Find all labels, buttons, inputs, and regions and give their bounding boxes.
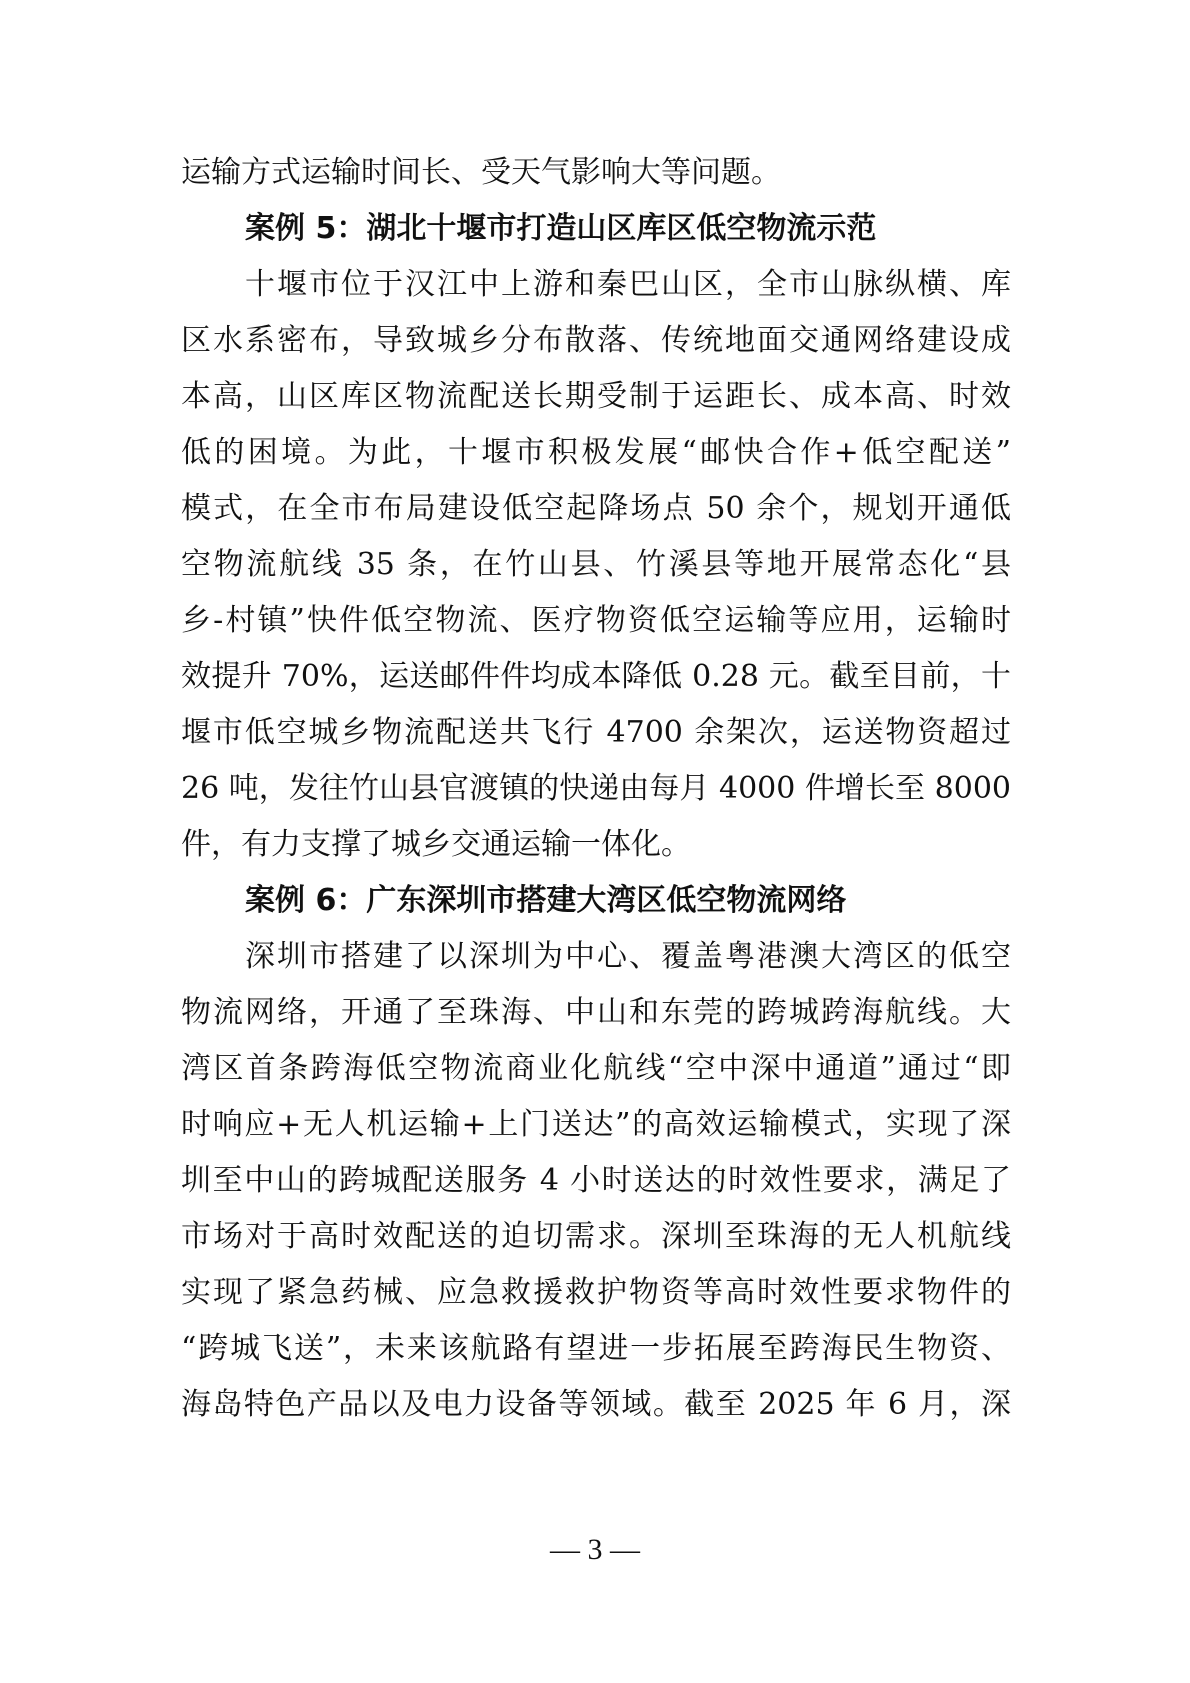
paragraph-line: 运输方式运输时间长、受天气影响大等问题。	[181, 155, 781, 190]
case6-line: 圳至中山的跨城配送服务 4 小时送达的时效性要求，满足了	[181, 1163, 1011, 1198]
case6-line: 海岛特色产品以及电力设备等领域。截至 2025 年 6 月，深	[181, 1387, 1011, 1422]
case5-line: 模式，在全市布局建设低空起降场点 50 余个，规划开通低	[181, 491, 1011, 526]
case6-line: 时响应+无人机运输+上门送达”的高效运输模式，实现了深	[181, 1107, 1011, 1142]
case6-line: 湾区首条跨海低空物流商业化航线“空中深中通道”通过“即	[181, 1051, 1011, 1086]
case6-line: “跨城飞送”，未来该航路有望进一步拓展至跨海民生物资、	[181, 1331, 1011, 1366]
page-number: — 3 —	[550, 1533, 640, 1566]
case6-line: 市场对于高时效配送的迫切需求。深圳至珠海的无人机航线	[181, 1219, 1011, 1254]
case5-line: 空物流航线 35 条，在竹山县、竹溪县等地开展常态化“县	[181, 547, 1011, 582]
case5-line: 十堰市位于汉江中上游和秦巴山区，全市山脉纵横、库	[245, 267, 1011, 302]
case5-line: 效提升 70%，运送邮件件均成本降低 0.28 元。截至目前，十	[181, 659, 1011, 694]
case6-heading: 案例 6：广东深圳市搭建大湾区低空物流网络	[245, 883, 847, 918]
case5-line: 本高，山区库区物流配送长期受制于运距长、成本高、时效	[181, 379, 1011, 414]
case5-line: 堰市低空城乡物流配送共飞行 4700 余架次，运送物资超过	[181, 715, 1011, 750]
case5-line: 乡-村镇”快件低空物流、医疗物资低空运输等应用，运输时	[181, 603, 1011, 638]
case6-line: 物流网络，开通了至珠海、中山和东莞的跨城跨海航线。大	[181, 995, 1011, 1030]
case6-line: 实现了紧急药械、应急救援救护物资等高时效性要求物件的	[181, 1275, 1011, 1310]
case5-line: 区水系密布，导致城乡分布散落、传统地面交通网络建设成	[181, 323, 1011, 358]
case5-line: 26 吨，发往竹山县官渡镇的快递由每月 4000 件增长至 8000	[181, 771, 1011, 806]
case5-heading: 案例 5：湖北十堰市打造山区库区低空物流示范	[245, 211, 877, 246]
case5-line: 低的困境。为此，十堰市积极发展“邮快合作+低空配送”	[181, 435, 1011, 470]
case5-line: 件，有力支撑了城乡交通运输一体化。	[181, 827, 691, 862]
case6-line: 深圳市搭建了以深圳为中心、覆盖粤港澳大湾区的低空	[245, 939, 1011, 974]
